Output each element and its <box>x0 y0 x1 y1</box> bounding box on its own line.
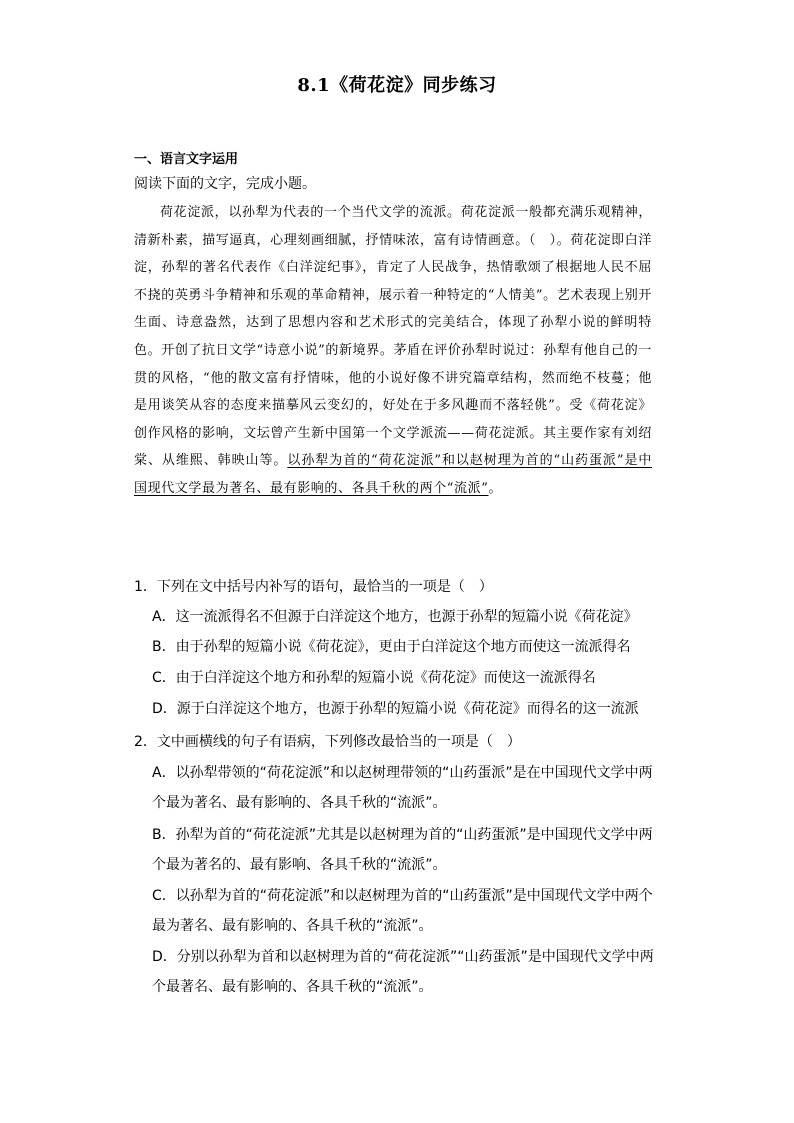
passage-text: 荷花淀派，以孙犁为代表的一个当代文学的流派。荷花淀派一般都充满乐观精神，清新朴素，描写逼真，心理刻画细腻，抒情味浓，富有诗情画意。（ ）。荷花淀即白洋淀，孙犁的著名代表作《白洋淀纪事》，肯定了人民战争，热情歌颂了根据地人民不屈不挠的英勇斗争精神和乐观的革命精神，展示着一种特定的“人情美”。艺术表现上别开生面、诗意盎然，达到了思想内容和艺术形式的完美结合，体现了孙犁小说的鲜明特色。开创了抗日文学“诗意小说”的新境界。茅盾在评价孙犁时说过：孙犁有他自己的一贯的风格，“他的散文富有抒情味，他的小说好像不讲究篇章结构，然而绝不枝蔓；他是用谈笑从容的态度来描摹风云变幻的，好处在于多风趣而不落轻佻”。受《荷花淀》创作风格的影响，文坛曾产生新中国第一个文学派流——荷花淀派。其主要作家有刘绍棠、从维熙、韩映山等。 <box>134 205 652 469</box>
passage-paragraph <box>134 199 652 503</box>
reading-passage <box>134 199 652 503</box>
question-2-option-c[interactable]: C．以孙犁为首的“荷花淀派”和以赵树理为首的“山药蛋派”是中国现代文学中两个最为著名、最有影响的、各具千秋的“流派”。 <box>152 888 653 934</box>
passage-end: 。 <box>488 480 503 496</box>
page-title: 8.1《荷花淀》同步练习 <box>297 75 497 96</box>
question-2-option-a[interactable]: A．以孙犁带领的“荷花淀派”和以赵树理带领的“山药蛋派”是在中国现代文学中两个最为著名、最有影响的、各具千秋的“流派”。 <box>152 765 653 811</box>
question-1-option-d[interactable]: D．源于白洋淀这个地方，也源于孙犁的短篇小说《荷花淀》而得名的这一流派 <box>152 701 639 717</box>
question-2-stem: 2．文中画横线的句子有语病，下列修改最恰当的一项是（ ） <box>134 734 521 750</box>
question-1-option-c[interactable]: C．由于白洋淀这个地方和孙犁的短篇小说《荷花淀》而使这一流派得名 <box>152 670 596 686</box>
question-1-option-a[interactable]: A．这一流派得名不但源于白洋淀这个地方，也源于孙犁的短篇小说《荷花淀》 <box>152 609 638 625</box>
question-1-option-b[interactable]: B．由于孙犁的短篇小说《荷花淀》，更由于白洋淀这个地方而使这一流派得名 <box>152 639 631 655</box>
reading-instruction: 阅读下面的文字，完成小题。 <box>134 176 316 192</box>
section-heading: 一、语言文字运用 <box>134 152 239 167</box>
underlined-sentence: 以孙犁为首的“荷花淀派”和以赵树理为首的“山药蛋派”是中国现代文学最为著名、最有影响的、各具千秋的两个“流派” <box>134 453 652 496</box>
question-2-option-d[interactable]: D．分别以孙犁为首和以赵树理为首的“荷花淀派”“山药蛋派”是中国现代文学中两个最著名、最有影响的、各具千秋的“流派”。 <box>152 949 654 995</box>
question-2-option-b[interactable]: B．孙犁为首的“荷花淀派”尤其是以赵树理为首的“山药蛋派”是中国现代文学中两个最为著名的、最有影响、各具千秋的“流派”。 <box>152 827 653 873</box>
question-1-stem: 1．下列在文中括号内补写的语句，最恰当的一项是（ ） <box>134 579 493 595</box>
